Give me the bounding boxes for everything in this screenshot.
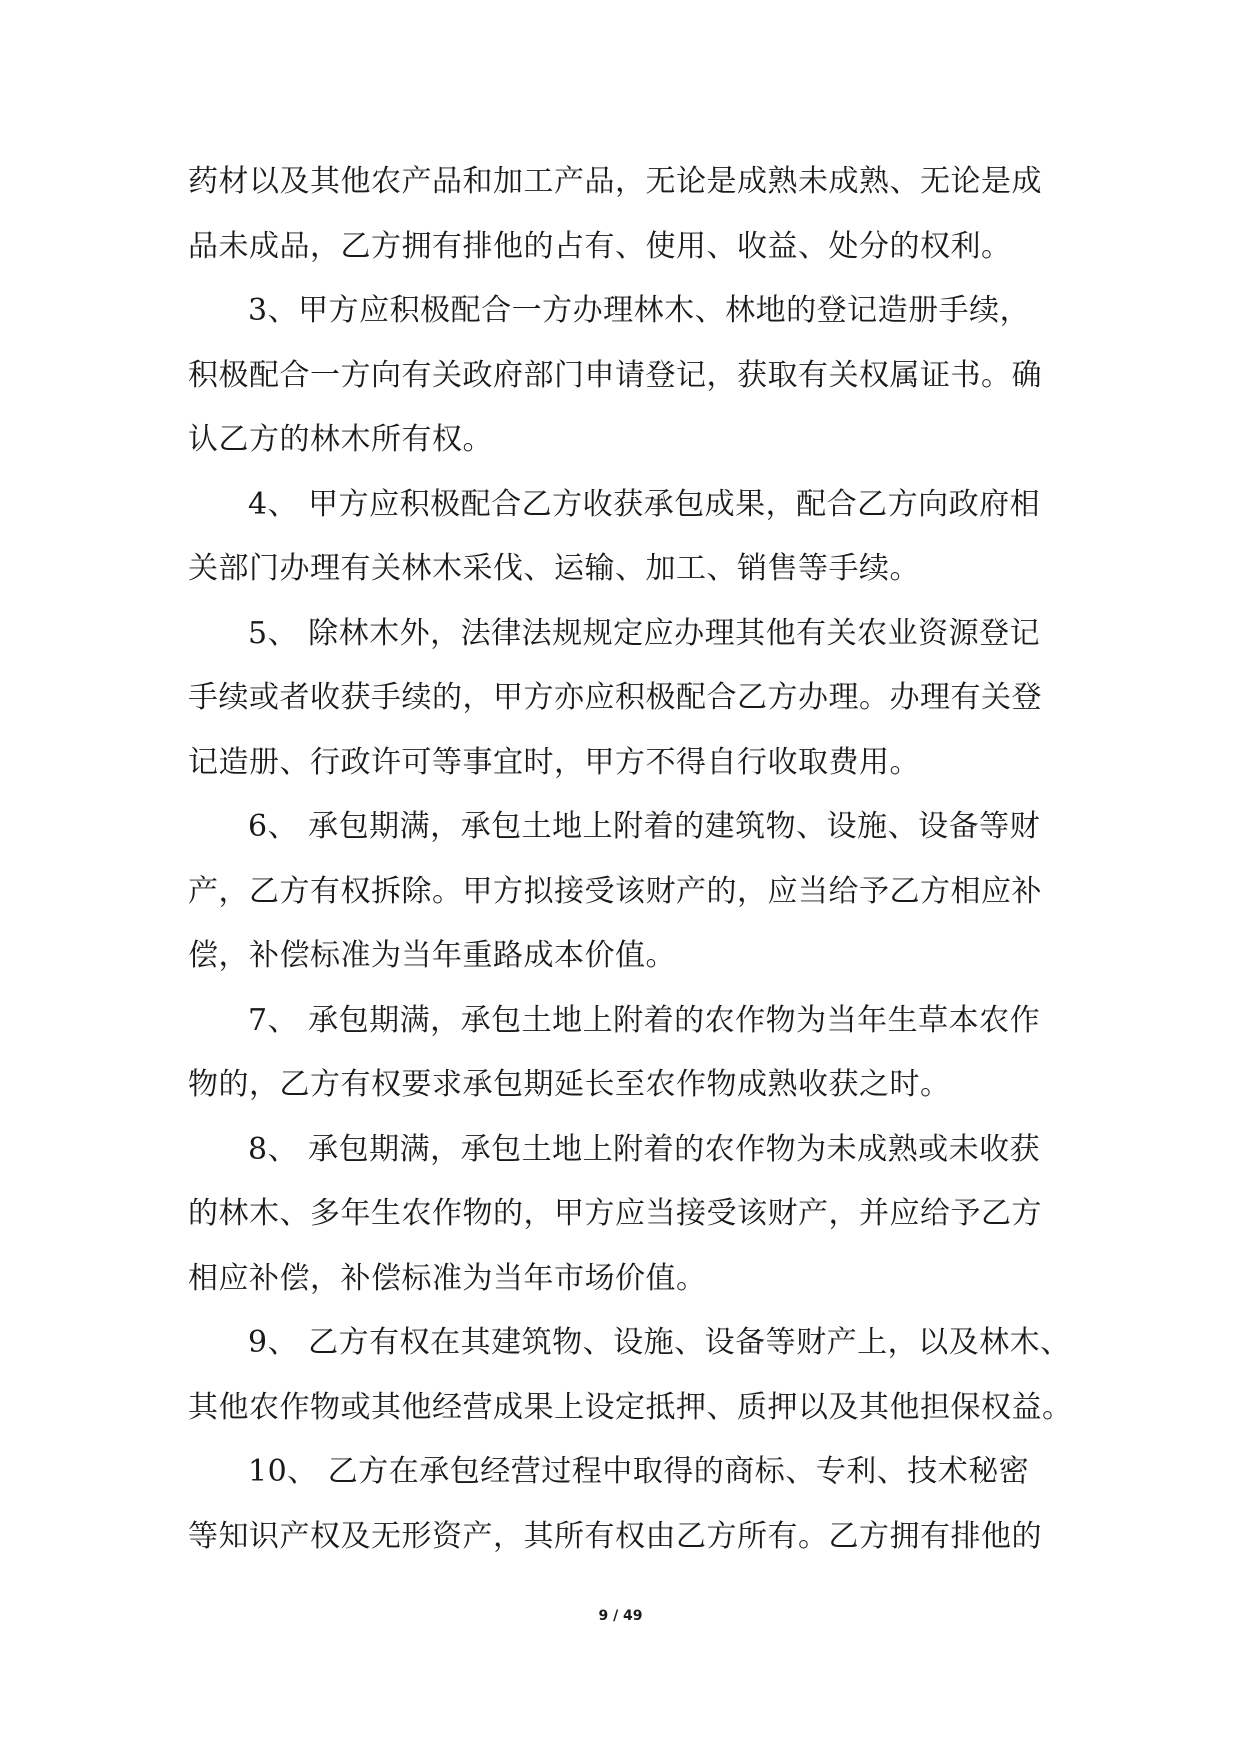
page-number: 9 / 49 — [598, 1608, 643, 1624]
text-line: 产，乙方有权拆除。甲方拟接受该财产的，应当给予乙方相应补 — [188, 873, 1042, 909]
text-line: 等知识产权及无形资产，其所有权由乙方所有。乙方拥有排他的 — [188, 1518, 1042, 1554]
text-line: 偿，补偿标准为当年重路成本价值。 — [188, 938, 676, 973]
text-line: 的林木、多年生农作物的，甲方应当接受该财产，并应给予乙方 — [188, 1196, 1042, 1231]
text-line: 10、 乙方在承包经营过程中取得的商标、专利、技术秘密 — [248, 1454, 1030, 1489]
text-line: 物的，乙方有权要求承包期延长至农作物成熟收获之时。 — [188, 1067, 951, 1102]
text-line: 4、 甲方应积极配合乙方收获承包成果，配合乙方向政府相 — [248, 486, 1041, 522]
text-line: 其他农作物或其他经营成果上设定抵押、质押以及其他担保权益。 — [188, 1389, 1073, 1425]
text-line: 5、 除林木外，法律法规规定应办理其他有关农业资源登记 — [248, 615, 1041, 651]
text-line: 认乙方的林木所有权。 — [188, 422, 493, 457]
document-body — [188, 150, 1073, 1569]
text-line: 记造册、行政许可等事宜时，甲方不得自行收取费用。 — [188, 744, 920, 780]
text-line: 3、甲方应积极配合一方办理林木、林地的登记造册手续， — [248, 293, 1031, 328]
text-line: 7、 承包期满，承包土地上附着的农作物为当年生草本农作 — [248, 1002, 1041, 1038]
text-line: 6、 承包期满，承包土地上附着的建筑物、设施、设备等财 — [248, 809, 1041, 844]
text-line: 相应补偿，补偿标准为当年市场价值。 — [188, 1260, 707, 1296]
text-line: 9、 乙方有权在其建筑物、设施、设备等财产上，以及林木、 — [248, 1325, 1071, 1360]
text-line: 品未成品，乙方拥有排他的占有、使用、收益、处分的权利。 — [188, 228, 1012, 264]
text-line: 关部门办理有关林木采伐、运输、加工、销售等手续。 — [188, 551, 920, 586]
text-line: 药材以及其他农产品和加工产品，无论是成熟未成熟、无论是成 — [188, 164, 1042, 199]
text-line: 8、 承包期满，承包土地上附着的农作物为未成熟或未收获 — [248, 1131, 1041, 1167]
text-line: 手续或者收获手续的，甲方亦应积极配合乙方办理。办理有关登 — [188, 680, 1042, 715]
text-line: 积极配合一方向有关政府部门申请登记，获取有关权属证书。确 — [188, 357, 1042, 393]
